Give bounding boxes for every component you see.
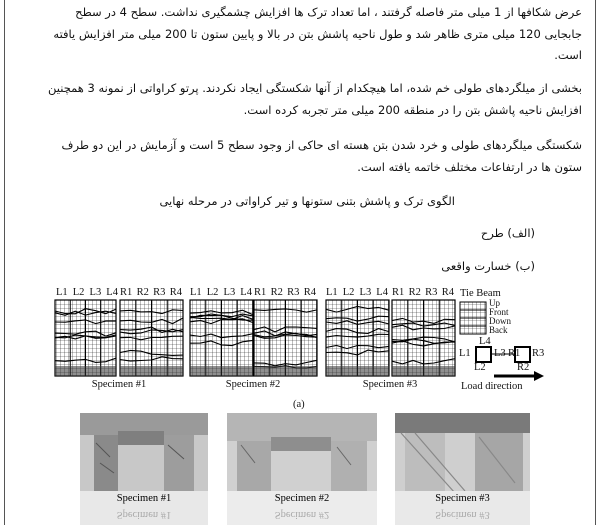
spalling-zone: [392, 366, 455, 376]
photo-3-caption: Specimen #3: [435, 493, 490, 504]
paragraph-3: شکستگی میلگردهای طولی و خرد شدن بتن هسته ای حاکی از وجود سطح 5 است و آزمایش در این دو طرف ستون ها در ارتفاعات مختلف خاتمه یافته است.: [61, 138, 582, 174]
label-l4: L4: [376, 287, 388, 298]
photo-2-caption-reflection: Specimen #2: [274, 509, 330, 520]
label-l1: L1: [56, 287, 68, 298]
specimen-3-photo: [395, 413, 530, 525]
label-r2: R2: [136, 287, 149, 298]
legend-l4: L4: [479, 336, 491, 347]
label-r3: R3: [153, 287, 166, 298]
specimen-3-caption: Specimen #3: [362, 379, 418, 390]
legend-r1: R1: [508, 348, 521, 359]
item-a-label: (الف) طرح: [480, 226, 535, 240]
label-r2: R2: [408, 287, 421, 298]
label-l4: L4: [240, 287, 252, 298]
legend-r3: R3: [532, 348, 545, 359]
face-back: Back: [489, 325, 508, 335]
photo-2-caption: Specimen #2: [274, 493, 330, 504]
paragraph-1: عرض شکافها از 1 میلی متر فاصله گرفتند ، اما تعداد ترک ها افزایش چشمگیری نداشت. سطح 4 در سطح جابجایی 120 میلی متری ظاهر شد و طول ناحیه پاشش بتن در بالا و پایین ستون تا 200 میلی متر افزایش یافته است.: [53, 5, 582, 62]
label-r4: R4: [441, 287, 454, 298]
paragraph-2: بخشی از میلگردهای طولی خم شده، اما هیچکدام از آنها شکستگی ایجاد نکردند. پرتو کراواتی از نمونه 3 همچنین افزایش ناحیه پاشش بتن را در منطقه 200 میلی متر تجربه کرده است.: [48, 81, 582, 117]
label-l1: L1: [326, 287, 338, 298]
photo-1-caption: Specimen #1: [116, 493, 172, 504]
photo-3-caption-reflection: Specimen #3: [435, 509, 490, 520]
label-r1: R1: [392, 287, 405, 298]
legend-l3: L3: [494, 348, 506, 359]
specimen-2-caption: Specimen #2: [225, 379, 281, 390]
photo-1-caption-reflection: Specimen #1: [116, 509, 172, 520]
spalling-zone: [55, 366, 116, 376]
subfigure-label: (a): [293, 399, 305, 410]
label-l2: L2: [206, 287, 219, 298]
label-l3: L3: [359, 287, 372, 298]
spalling-zone: [326, 366, 389, 376]
figure-title: الگوی ترک و پاشش بتنی ستونها و تیر کراواتی در مرحله نهایی: [159, 194, 455, 208]
load-direction-label: Load direction: [461, 381, 523, 392]
face-up: Up: [489, 298, 500, 308]
spalling-zone: [254, 366, 317, 376]
legend-faces: [489, 299, 511, 335]
label-r3: R3: [287, 287, 300, 298]
legend-title: Tie Beam: [460, 288, 501, 299]
label-l2: L2: [72, 287, 85, 298]
label-r4: R4: [169, 287, 182, 298]
face-front: Front: [489, 307, 509, 317]
face-down: Down: [489, 316, 511, 326]
label-r1: R1: [254, 287, 267, 298]
label-r3: R3: [425, 287, 438, 298]
label-l4: L4: [106, 287, 118, 298]
label-r4: R4: [303, 287, 316, 298]
spalling-zone: [190, 366, 253, 376]
label-l3: L3: [89, 287, 102, 298]
legend-l1: L1: [459, 348, 471, 359]
spalling-zone: [120, 366, 183, 376]
specimen-1-photo: [80, 413, 208, 525]
specimen-1-caption: Specimen #1: [91, 379, 147, 390]
label-r1: R1: [120, 287, 133, 298]
label-l3: L3: [223, 287, 236, 298]
specimen-2-photo: [227, 413, 377, 525]
legend-l2: L2: [474, 362, 486, 373]
label-l2: L2: [342, 287, 355, 298]
item-b-label: (ب) خسارت واقعی: [441, 259, 535, 273]
label-l1: L1: [190, 287, 202, 298]
legend-r2: R2: [517, 362, 530, 373]
label-r2: R2: [270, 287, 283, 298]
